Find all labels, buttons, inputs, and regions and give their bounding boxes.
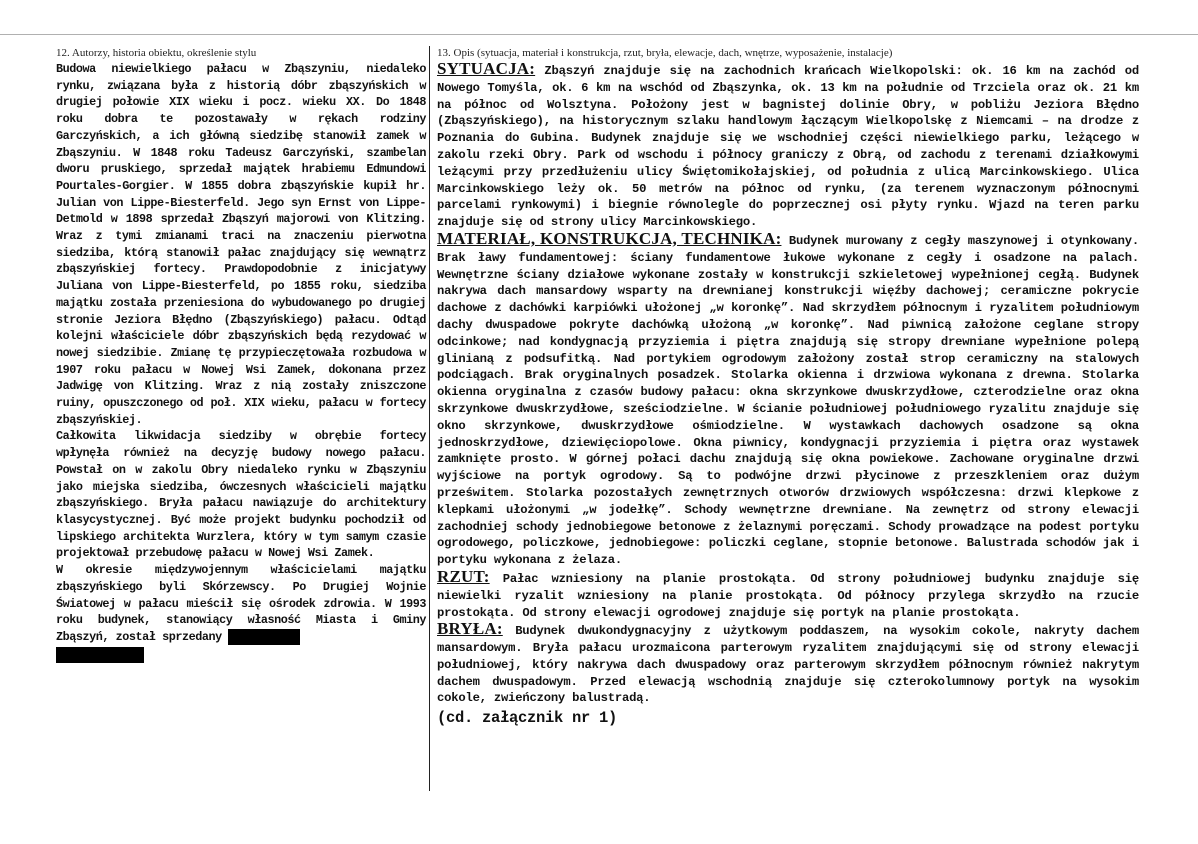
description-column	[437, 46, 1139, 729]
continuation-note: (cd. załącznik nr 1)	[437, 709, 618, 728]
scan-edge-line	[0, 34, 1198, 35]
section-title-situation: SYTUACJA:	[437, 59, 536, 78]
section-title-mass: BRYŁA:	[437, 619, 503, 639]
section-text-situation: Zbąszyń znajduje się na zachodnich krańcach Wielkopolski: ok. 16 km na zachód od Nowego Tomyśla, ok. 6 km na wschód od Zbąszynka, ok. 13 km na południe od Trzciela oraz ok. 21 km na północ od Wolsztyna. Położony jest w bagnistej dolinie Obry, w pobliżu Jeziora Błędno (Zbąszyńskiego), na historycznym szlaku handlowym łączącym Wielkopolskę z Niemcami – na drodze z Poznania do Gubina. Budynek znajduje się we wschodniej części niewielkiego parku, leżącego w zakolu rzeki Obry. Park od wschodu i północy graniczy z Obrą, od zachodu z terenami działkowymi leżącymi przy przedłużeniu ulicy Świętomikołajskiej, od południa z ulicą Marcinkowskiego. Ulica Marcinkowskiego leży ok. 50 metrów na północ od rynku, (za terenem wyznaczonym północnymi parcelami rynkowymi) i biegnie równolegle do poprzecznej osi płyty rynku. Wjazd na teren parku znajduje się od strony ulicy Marcinkowskiego.	[437, 64, 1139, 230]
section-text-plan: Pałac wzniesiony na planie prostokąta. Od strony południowej budynku znajduje się niewielki ryzalit wzniesiony na planie prostokąta. Od północy przylega skrzydło na rzucie prostokąta. Od strony elewacji ogrodowej znajduje się portyk na planie prostokąta.	[437, 571, 1139, 620]
column-divider	[429, 46, 430, 791]
section-text-mass: Budynek dwukondygnacyjny z użytkowym poddaszem, na wysokim cokole, nakryty dachem mansardowym. Bryła pałacu urozmaicona parterowym ryzalitem znajdującymi się od strony elewacji południowej, który nakrywa dach dwuspadowy oraz parterowym skrzydłem północnym również nakrytym dachem dwuspadowym. Przed elewacją wschodnią znajduje się czterokolumnowy portyk na wysokim cokole, zwieńczony balustradą.	[437, 624, 1139, 706]
material-section	[437, 228, 1139, 569]
redaction-block	[56, 647, 144, 663]
section-text-material: Budynek murowany z cegły maszynowej i otynkowany. Brak ławy fundamentowej: ściany fundamentowe łukowe wykonane z cegły i osadzone na palach. Wewnętrzne ściany działowe wykonane zostały w konstrukcji szkieletowej wypełnionej cegłą. Budynek nakrywa dach mansardowy wsparty na drewnianej konstrukcji więźby dachowej; ceramiczne pokrycie dachowe z dachówki karpiówki ułożonej „w koronkę”. Nad skrzydłem północnym i ryzalitem południowym dachy dwuspadowe pokryte dachówką ułożoną „w koronkę”. Nad piwnicą założone ceglane stropy odcinkowe; nad kondygnacją przyziemia i piętra znajdują się stropy drewniane wypełnione polepą glinianą z podsufitką. Nad portykiem ogrodowym założony został strop ceramiczny na stalowych podciągach. Brak oryginalnych posadzek. Stolarka okienna i drzwiowa wykonana z drewna. Stolarka okienna oryginalna z czasów budowy pałacu: okna skrzynkowe dwuskrzydłowe, czterodzielne oraz okna skrzynkowe dwuskrzydłowe, sześciodzielne. W ścianie południowej południowego ryzalitu znajduje się okno skrzynkowe, dwuskrzydłowe ośmiodzielne. W wystawkach dachowych osadzone są okna jednoskrzydłowe, dziewięciopolowe. Okna piwnicy, kondygnacji przyziemia i piętra oraz wystawek zamknięte prosto. W górnej połaci dachu znajdują się okna powiekowe. Zachowane oryginalne drzwi wyjściowe na portyk ogrodowy. Są to podwójne drzwi płycinowe z przeszkleniem oraz dużym prześwitem. Stolarka pozostałych zewnętrznych otworów drzwiowych współczesna: drzwi klepkowe z klepkami ułożonymi „w jodełkę”. Schody wewnętrzne drewniane. Na zewnętrz od strony elewacji zachodniej schody jednobiegowe betonowe z żelaznymi poręczami. Schody prowadzące na podest portyku ogrodowego, policzkowe, jednobiegowe: policzki ceglane, stopnie betonowe. Balustrada schodów jak i portyku wykonana z żelaza.	[437, 233, 1139, 568]
plan-section	[437, 566, 1139, 621]
mass-section	[437, 621, 1139, 707]
redaction-block	[228, 629, 300, 645]
section-title-plan: RZUT:	[437, 566, 490, 586]
history-paragraph-text: W okresie międzywojennym właścicielami majątku zbąszyńskiego byli Skórzewscy. Po Drugiej Wojnie Światowej w pałacu mieścił się ośrodek zdrowia. W 1993 roku budynek, stanowiący własność Miasta i Gminy Zbąszyń, został sprzedany	[56, 563, 426, 645]
history-paragraph: Całkowita likwidacja siedziby w obrębie fortecy wpłynęła również na decyzję budowy nowego pałacu. Powstał on w zakolu Obry niedaleko rynku w Zbąszyniu jako miejska siedziba, ówczesnych właścicieli majątku zbąszyńskiego. Bryła pałacu nawiązuje do architektury klasycystycznej. Być może projekt budynku pochodził od lipskiego architekta Wurzlera, który w tym samym czasie projektował przebudowę pałacu w Nowej Wsi Zamek.	[56, 429, 426, 561]
situation-section	[437, 61, 1139, 231]
authors-history-column	[56, 46, 426, 663]
section-title-material: MATERIAŁ, KONSTRUKCJA, TECHNIKA:	[437, 228, 782, 248]
history-paragraph	[56, 562, 426, 663]
history-paragraph: Budowa niewielkiego pałacu w Zbąszyniu, niedaleko rynku, związana była z historią dóbr zbąszyńskich w drugiej połowie XIX wieku i pocz. wieku XX. Do 1848 roku dobra te pozostawały w rękach rodziny Garczyńskich, a ich główną siedzibę stanowił zamek w Zbąszyniu. W 1848 roku Tadeusz Garczyński, szambelan dworu pruskiego, sprzedał majątek hrabiemu Edmundowi Pourtales-Gorgier. W 1855 dobra zbąszyńskie kupił hr. Julian von Lippe-Biesterfeld. Jego syn Ernst von Lippe-Detmold w 1898 sprzedał Zbąszyń majorowi von Klitzing. Wraz z tymi zmianami traci na znaczeniu pierwotna siedziba, którą stanowił pałac znajdujący się wewnątrz zbąszyńskiej fortecy. Prawdopodobnie z inicjatywy Juliana von Lippe-Biesterfeld, po 1855 roku, siedziba majątku została przeniesiona do wybudowanego po drugiej stronie Jeziora Błędno (Zbąszyńskiego) pałacu. Odtąd kolejni właściciele dóbr zbąszyńskich będą rezydować w nowej siedzibie. Zmianę tę przypieczętowała rozbudowa w 1907 roku pałacu w Nowej Wsi Zamek, dokonana przez Jadwigę von Klitzing. Wraz z nią zostały zniszczone ruiny, opuszczonego od poł. XIX wieku, pałacu w fortecy zbąszyńskiej.	[56, 62, 426, 427]
authors-history-header: 12. Autorzy, historia obiektu, określenie stylu	[56, 47, 257, 59]
description-header: 13. Opis (sytuacja, materiał i konstrukcja, rzut, bryła, elewacje, dach, wnętrze, wyposażenie, instalacje)	[437, 47, 893, 59]
